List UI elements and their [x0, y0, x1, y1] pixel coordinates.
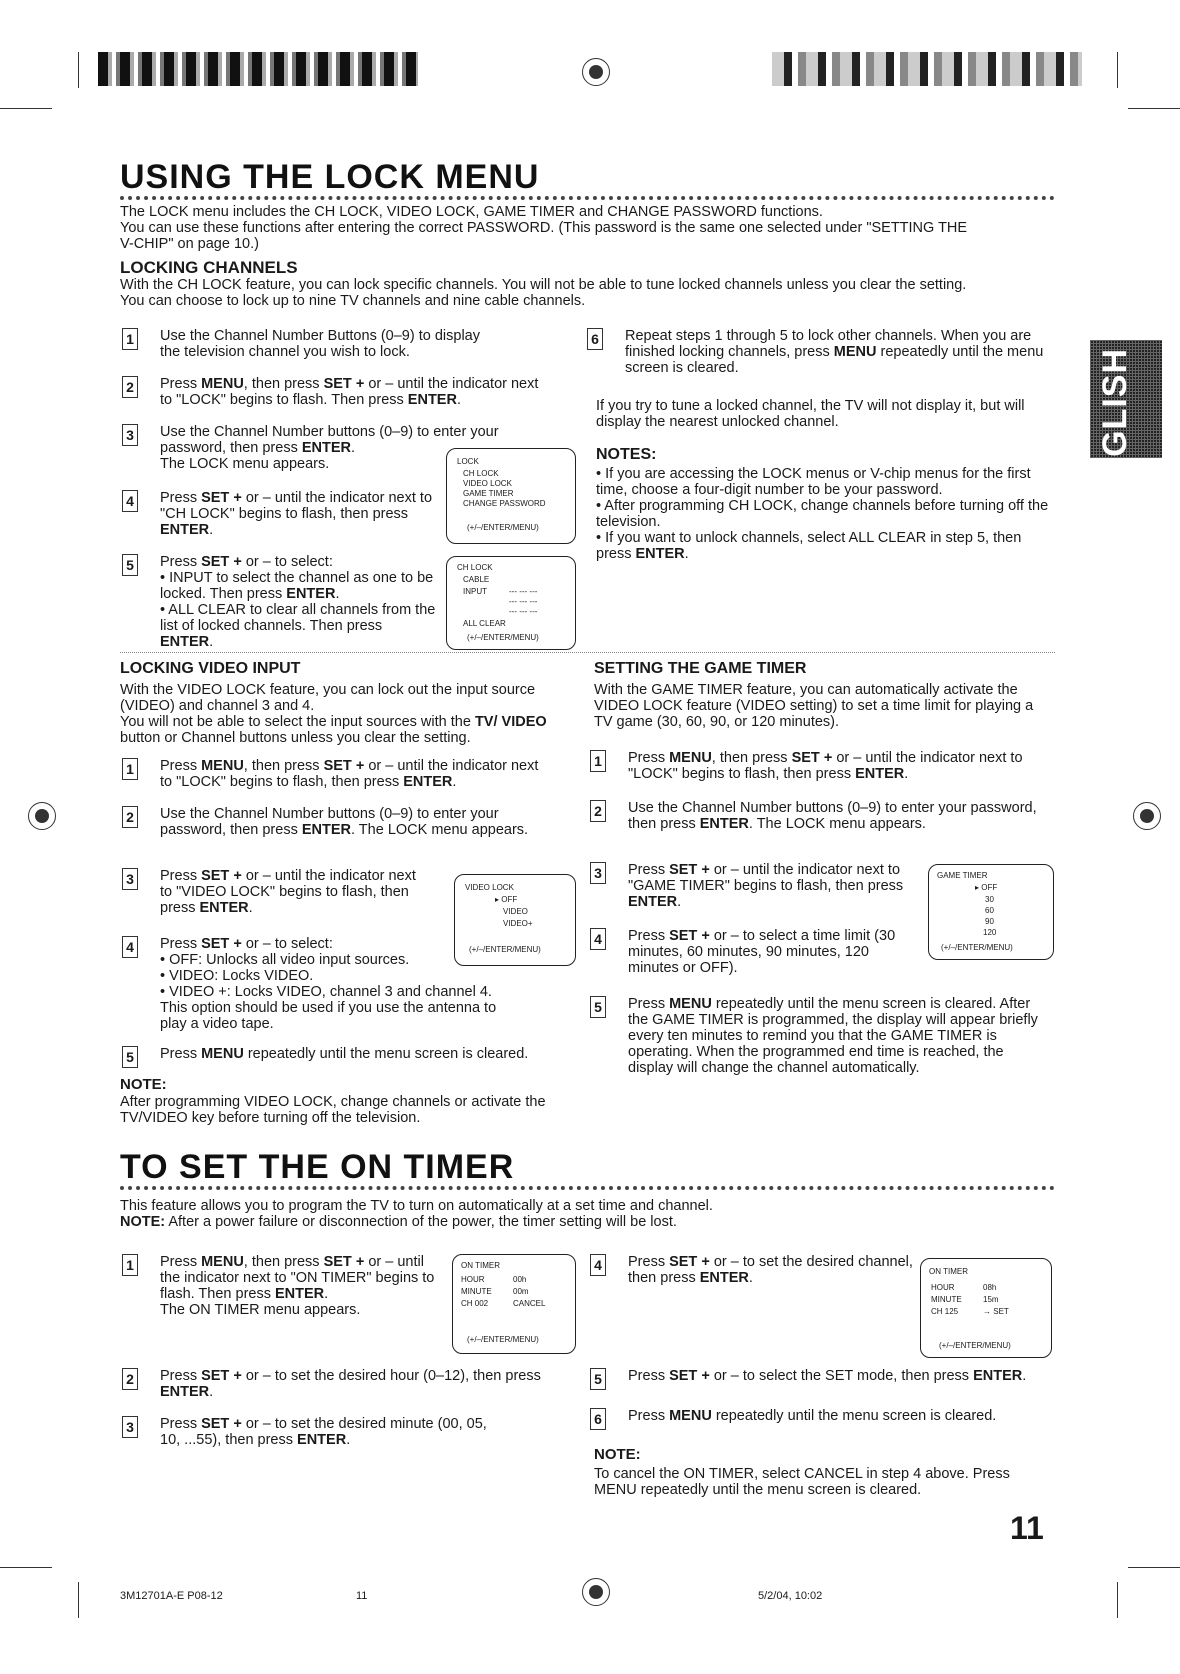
title-rule [120, 196, 1055, 200]
footer-date: 5/2/04, 10:02 [758, 1590, 823, 1602]
color-bar-right [772, 52, 1082, 86]
osd-lock-menu: LOCK CH LOCK VIDEO LOCK GAME TIMER CHANGE PASSWORD (+/–/ENTER/MENU) [446, 448, 576, 544]
locking-channels-intro: With the CH LOCK feature, you can lock specific channels. You will not be able to tune locked channels unless you clear the setting. You can choose to lock up to nine TV channels and nine cable channels. [120, 277, 967, 309]
crop-mark [1117, 1582, 1118, 1618]
crop-mark [0, 108, 52, 109]
osd-video-lock-menu: VIDEO LOCK ▸ OFF VIDEO VIDEO+ (+/–/ENTER/MENU) [454, 874, 576, 966]
on-timer-intro: This feature allows you to program the TV to turn on automatically at a set time and channel. NOTE: After a power failure or disconnection of the power, the timer setting will be lost. [120, 1198, 713, 1230]
section-title: USING THE LOCK MENU [120, 158, 540, 196]
locked-channel-note: If you try to tune a locked channel, the TV will not display it, but will display the nearest unlocked channel. [596, 398, 1025, 430]
registration-mark-icon [582, 1578, 610, 1606]
video-input-intro: With the VIDEO LOCK feature, you can lock out the input source (VIDEO) and channel 3 and 4. You will not be able to select the input sources with the TV/ VIDEO button or Channel buttons unless you clear the setting. [120, 682, 547, 746]
on-note-heading: NOTE: [594, 1446, 641, 1463]
osd-on-timer-menu-set: ON TIMER HOUR 08h MINUTE 15m CH 125 → SET (+/–/ENTER/MENU) [920, 1258, 1052, 1358]
crop-mark [1117, 52, 1118, 88]
video-input-heading: LOCKING VIDEO INPUT [120, 660, 301, 677]
lock-intro: The LOCK menu includes the CH LOCK, VIDEO LOCK, GAME TIMER and CHANGE PASSWORD functions. You can use these functions after entering the correct PASSWORD. (This password is the same one selected under "SETTING THE V-CHIP" on page 10.) [120, 204, 968, 252]
footer-code: 3M12701A-E P08-12 [120, 1590, 223, 1602]
osd-game-timer-menu: GAME TIMER ▸ OFF 30 60 90 120 (+/–/ENTER/MENU) [928, 864, 1054, 960]
language-tab [1090, 340, 1162, 507]
color-bar-left [98, 52, 418, 86]
game-timer-heading: SETTING THE GAME TIMER [594, 660, 807, 677]
osd-on-timer-menu-initial: ON TIMER HOUR 00h MINUTE 00m CH 002 CANCEL (+/–/ENTER/MENU) [452, 1254, 576, 1354]
notes-list: • If you are accessing the LOCK menus or V-chip menus for the first time, choose a four-digit number to be your password. • After programming CH LOCK, change channels before turning off the television. • If you want to unlock channels, select ALL CLEAR in step 5, then press ENTER. [596, 466, 1049, 562]
crop-mark [1128, 1567, 1180, 1568]
registration-mark-icon [28, 802, 56, 830]
osd-ch-lock-menu: CH LOCK CABLE INPUT --- --- --- --- --- --- --- --- --- ALL CLEAR (+/–/ENTER/MENU) [446, 556, 576, 650]
title-rule [120, 1186, 1055, 1190]
footer-page: 11 [356, 1590, 368, 1602]
page-number: 11 [1010, 1510, 1044, 1546]
crop-mark [0, 1567, 52, 1568]
crop-mark [78, 1582, 79, 1618]
divider [120, 652, 1055, 653]
on-note: To cancel the ON TIMER, select CANCEL in step 4 above. Press MENU repeatedly until the menu screen is cleared. [594, 1466, 1010, 1498]
locking-channels-heading: LOCKING CHANNELS [120, 258, 298, 277]
crop-mark [1128, 108, 1180, 109]
game-timer-intro: With the GAME TIMER feature, you can automatically activate the VIDEO LOCK feature (VIDEO setting) to set a time limit for playing a TV game (30, 60, 90, or 120 minutes). [594, 682, 1034, 730]
notes-heading: NOTES: [596, 446, 657, 463]
crop-mark [78, 52, 79, 88]
registration-mark-icon [1133, 802, 1161, 830]
registration-mark-icon [582, 58, 610, 86]
on-timer-title: TO SET THE ON TIMER [120, 1148, 515, 1186]
video-note: After programming VIDEO LOCK, change channels or activate the TV/VIDEO key before turning off the television. [120, 1094, 546, 1126]
language-tab-label: ENGLISH [1096, 348, 1134, 507]
video-note-heading: NOTE: [120, 1076, 167, 1093]
